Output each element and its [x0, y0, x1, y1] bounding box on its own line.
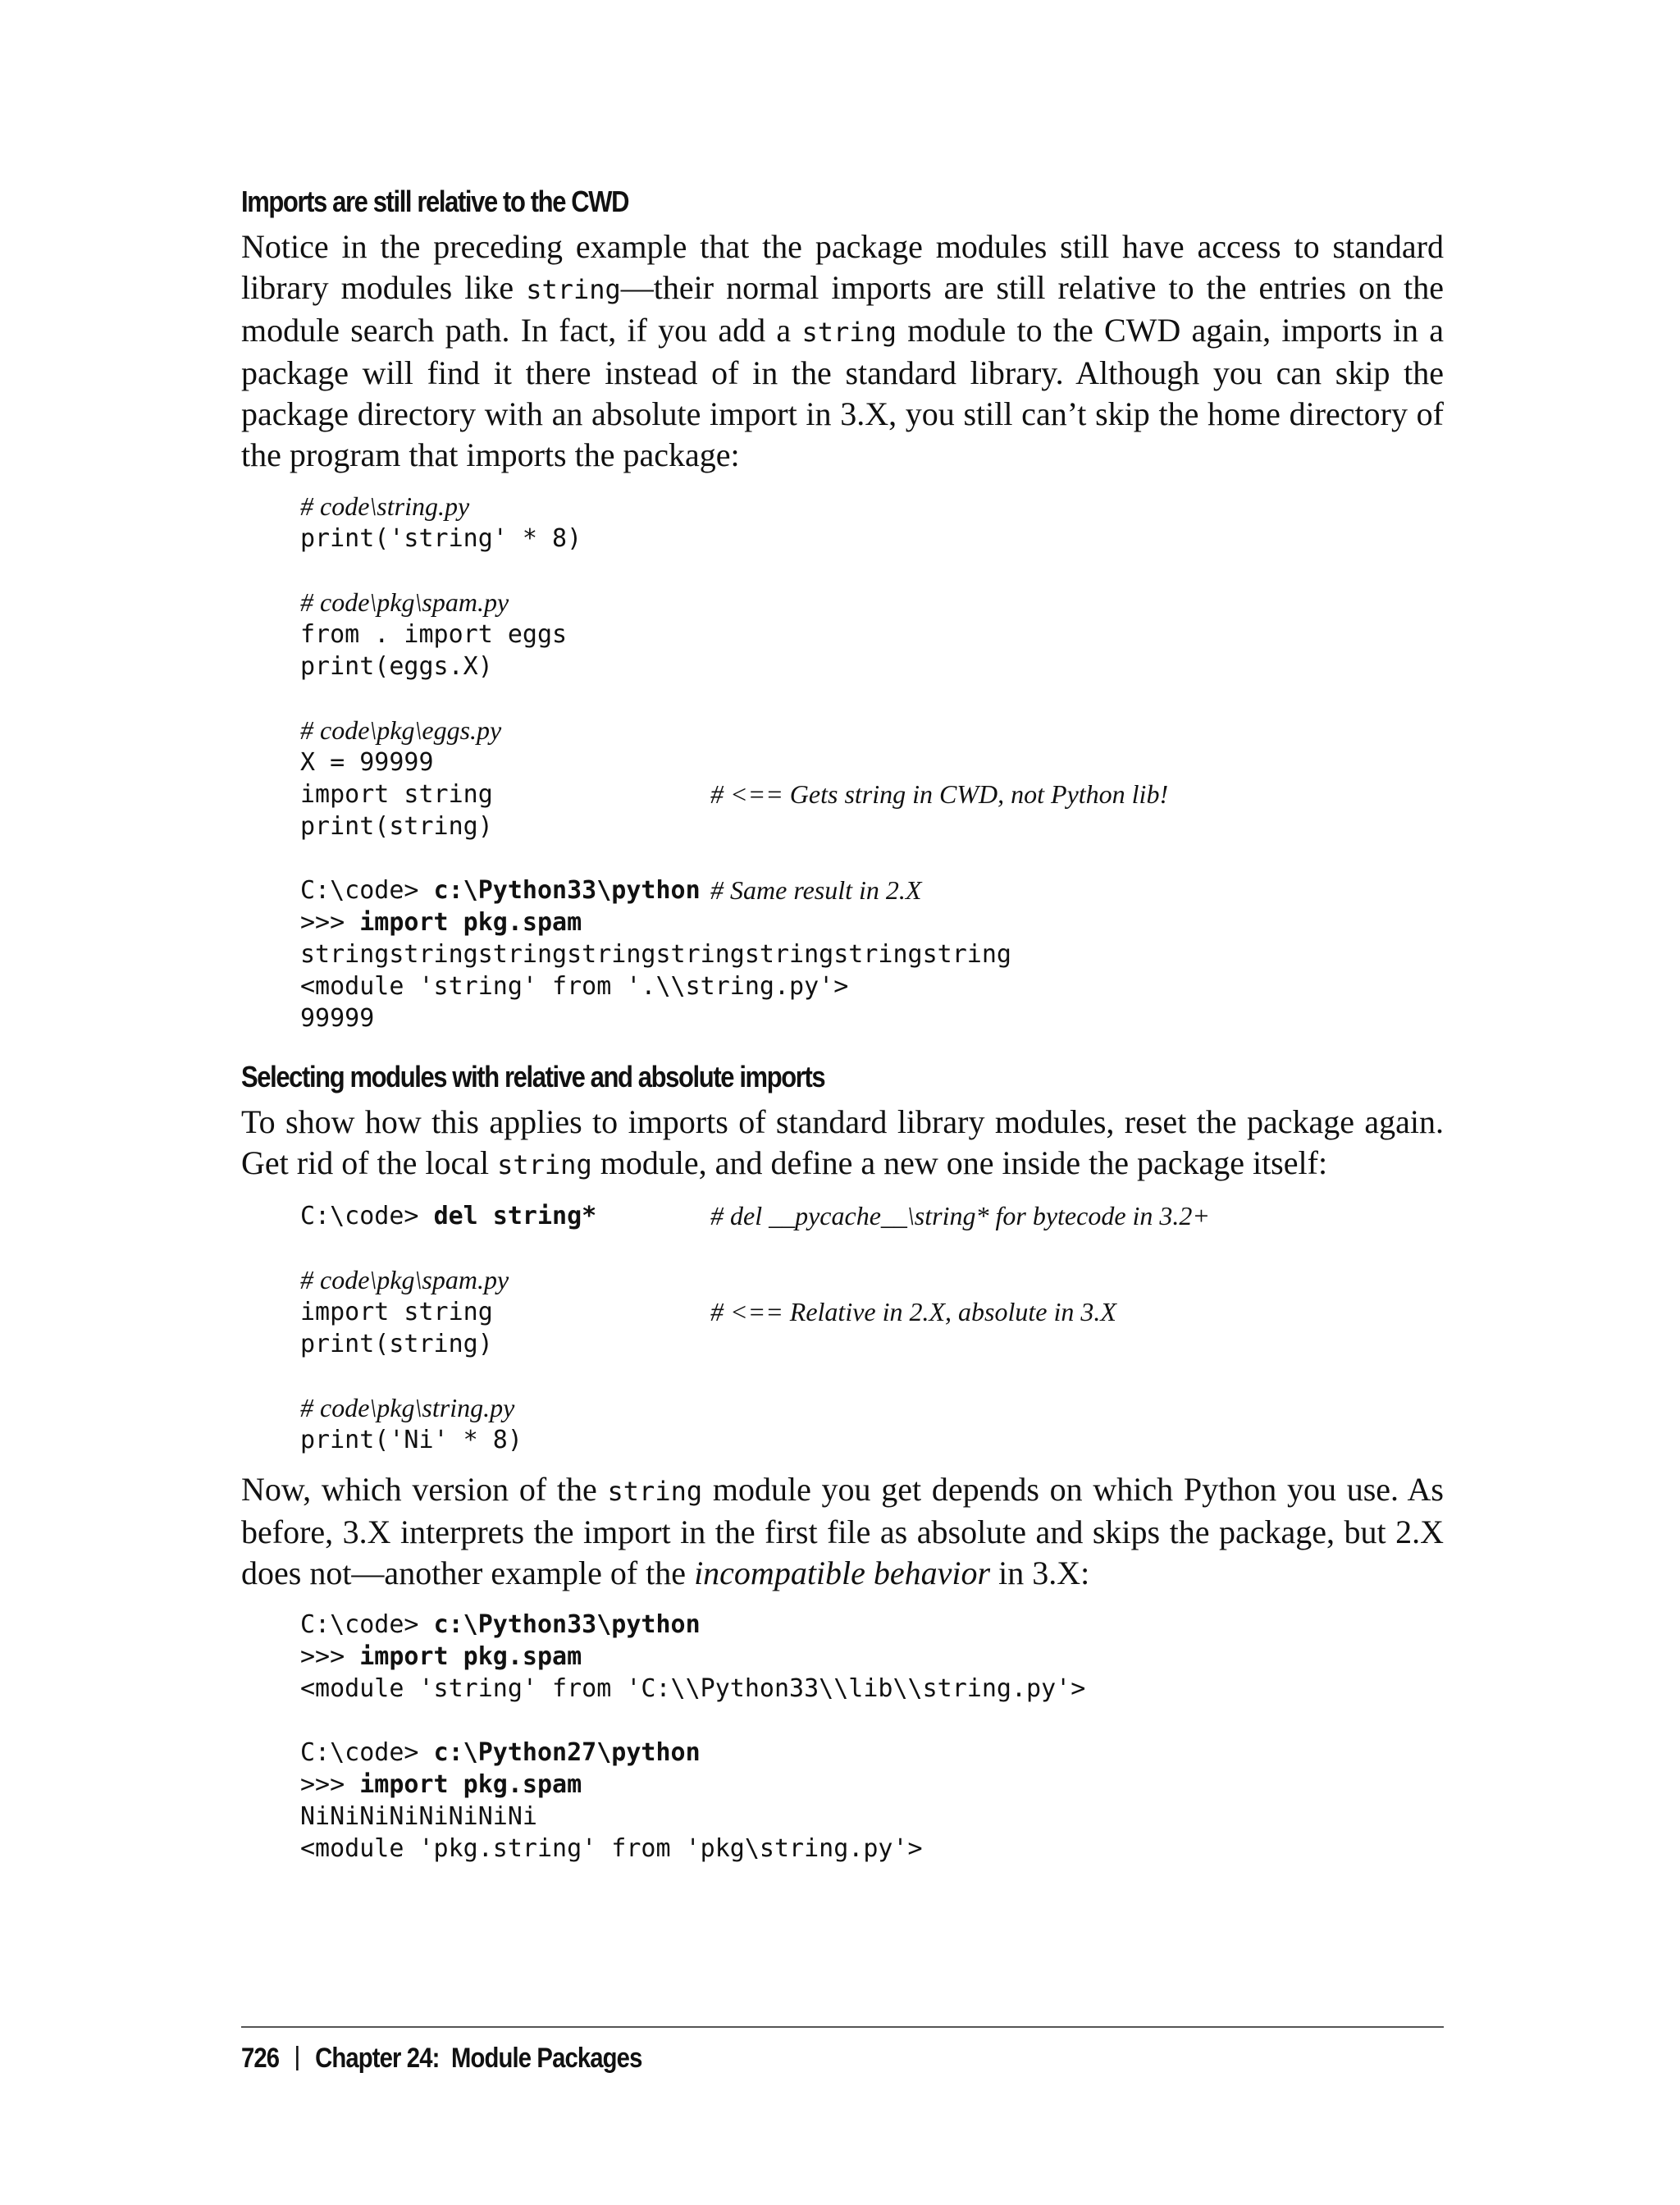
- code-line: >>> import pkg.spam: [300, 1770, 582, 1799]
- code-comment: # <== Gets string in CWD, not Python lib!: [710, 779, 1169, 809]
- chapter-title: Chapter 24: Module Packages: [315, 2043, 642, 2074]
- code-line: 99999: [300, 1004, 375, 1033]
- text: —their normal imports are still relative to the entries on the module search path. In fact, if you add a: [241, 269, 1444, 349]
- code-line: C:\code> c:\Python27\python: [300, 1738, 701, 1767]
- body-paragraph: [241, 226, 1444, 476]
- body-paragraph: Now, which version of the string module you get depends on which Python you use. As before, 3.X interprets the import in the first file as absolute and skips the package, but 2.X does not—another example of the incompatible behavior in 3.X:: [241, 1471, 1444, 1591]
- emphasis: incompatible behavior: [694, 1554, 991, 1591]
- page-content: [241, 179, 1444, 1865]
- footer-separator: [296, 2046, 299, 2070]
- code-line: stringstringstringstringstringstringstringstring: [300, 940, 1011, 969]
- code-line: print('string' * 8): [300, 524, 582, 553]
- code-line: <module 'string' from 'C:\\Python33\\lib\\string.py'>: [300, 1674, 1086, 1703]
- code-line: <module 'pkg.string' from 'pkg\string.py'>: [300, 1834, 923, 1863]
- code-comment: # del __pycache__\string* for bytecode in 3.2+: [710, 1201, 1211, 1230]
- code-comment: # <== Relative in 2.X, absolute in 3.X: [710, 1297, 1116, 1326]
- code-line: C:\code> del string* # del __pycache__\string* for bytecode in 3.2+: [300, 1201, 1211, 1230]
- inline-code: string: [801, 317, 897, 348]
- text: module to the CWD again, imports in a package will find it there instead of in the standard library. Although you can skip the package directory with an absolute import in 3.X, you still can’t skip the home directory of the program that imports the package:: [241, 312, 1445, 473]
- code-comment: # Same result in 2.X: [710, 875, 922, 905]
- code-block: [300, 491, 1444, 1034]
- code-line: print(string): [300, 1330, 493, 1358]
- inline-code: string: [526, 274, 621, 305]
- page-footer: [241, 2026, 1444, 2075]
- inline-code: string: [497, 1149, 592, 1180]
- footer-text: [241, 2043, 1276, 2075]
- code-comment: # code\pkg\string.py: [300, 1393, 515, 1422]
- code-comment: # code\pkg\spam.py: [300, 1265, 509, 1294]
- code-line: import string # <== Gets string in CWD, not Python lib!: [300, 779, 1169, 809]
- code-line: print(string): [300, 812, 493, 841]
- page-number: 726: [241, 2043, 280, 2074]
- code-line: print(eggs.X): [300, 652, 493, 681]
- code-comment: # code\string.py: [300, 491, 470, 521]
- code-line: from . import eggs: [300, 620, 568, 649]
- code-comment: # code\pkg\spam.py: [300, 587, 509, 617]
- code-line: C:\code> c:\Python33\python # Same result in 2.X: [300, 875, 922, 905]
- code-line: NiNiNiNiNiNiNiNi: [300, 1802, 537, 1831]
- code-comment: # code\pkg\eggs.py: [300, 715, 502, 745]
- code-block: [300, 1609, 1444, 1865]
- body-paragraph: To show how this applies to imports of standard library modules, reset the package again. Get rid of the local string module, and define a new one inside the package itself:: [241, 1103, 1444, 1181]
- code-line: print('Ni' * 8): [300, 1426, 523, 1454]
- text: Notice in the preceding example that the package modules still have access to standard library modules like: [241, 228, 1444, 306]
- code-line: <module 'string' from '.\\string.py'>: [300, 972, 849, 1001]
- code-line: X = 99999: [300, 748, 434, 777]
- section-heading: Selecting modules with relative and absolute imports: [241, 1060, 825, 1093]
- code-line: >>> import pkg.spam: [300, 908, 582, 937]
- code-line: >>> import pkg.spam: [300, 1642, 582, 1671]
- section-heading: Imports are still relative to the CWD: [241, 185, 629, 218]
- inline-code: string: [607, 1476, 703, 1507]
- code-line: C:\code> c:\Python33\python: [300, 1610, 701, 1639]
- code-block: [300, 1200, 1444, 1456]
- code-line: import string # <== Relative in 2.X, absolute in 3.X: [300, 1297, 1116, 1326]
